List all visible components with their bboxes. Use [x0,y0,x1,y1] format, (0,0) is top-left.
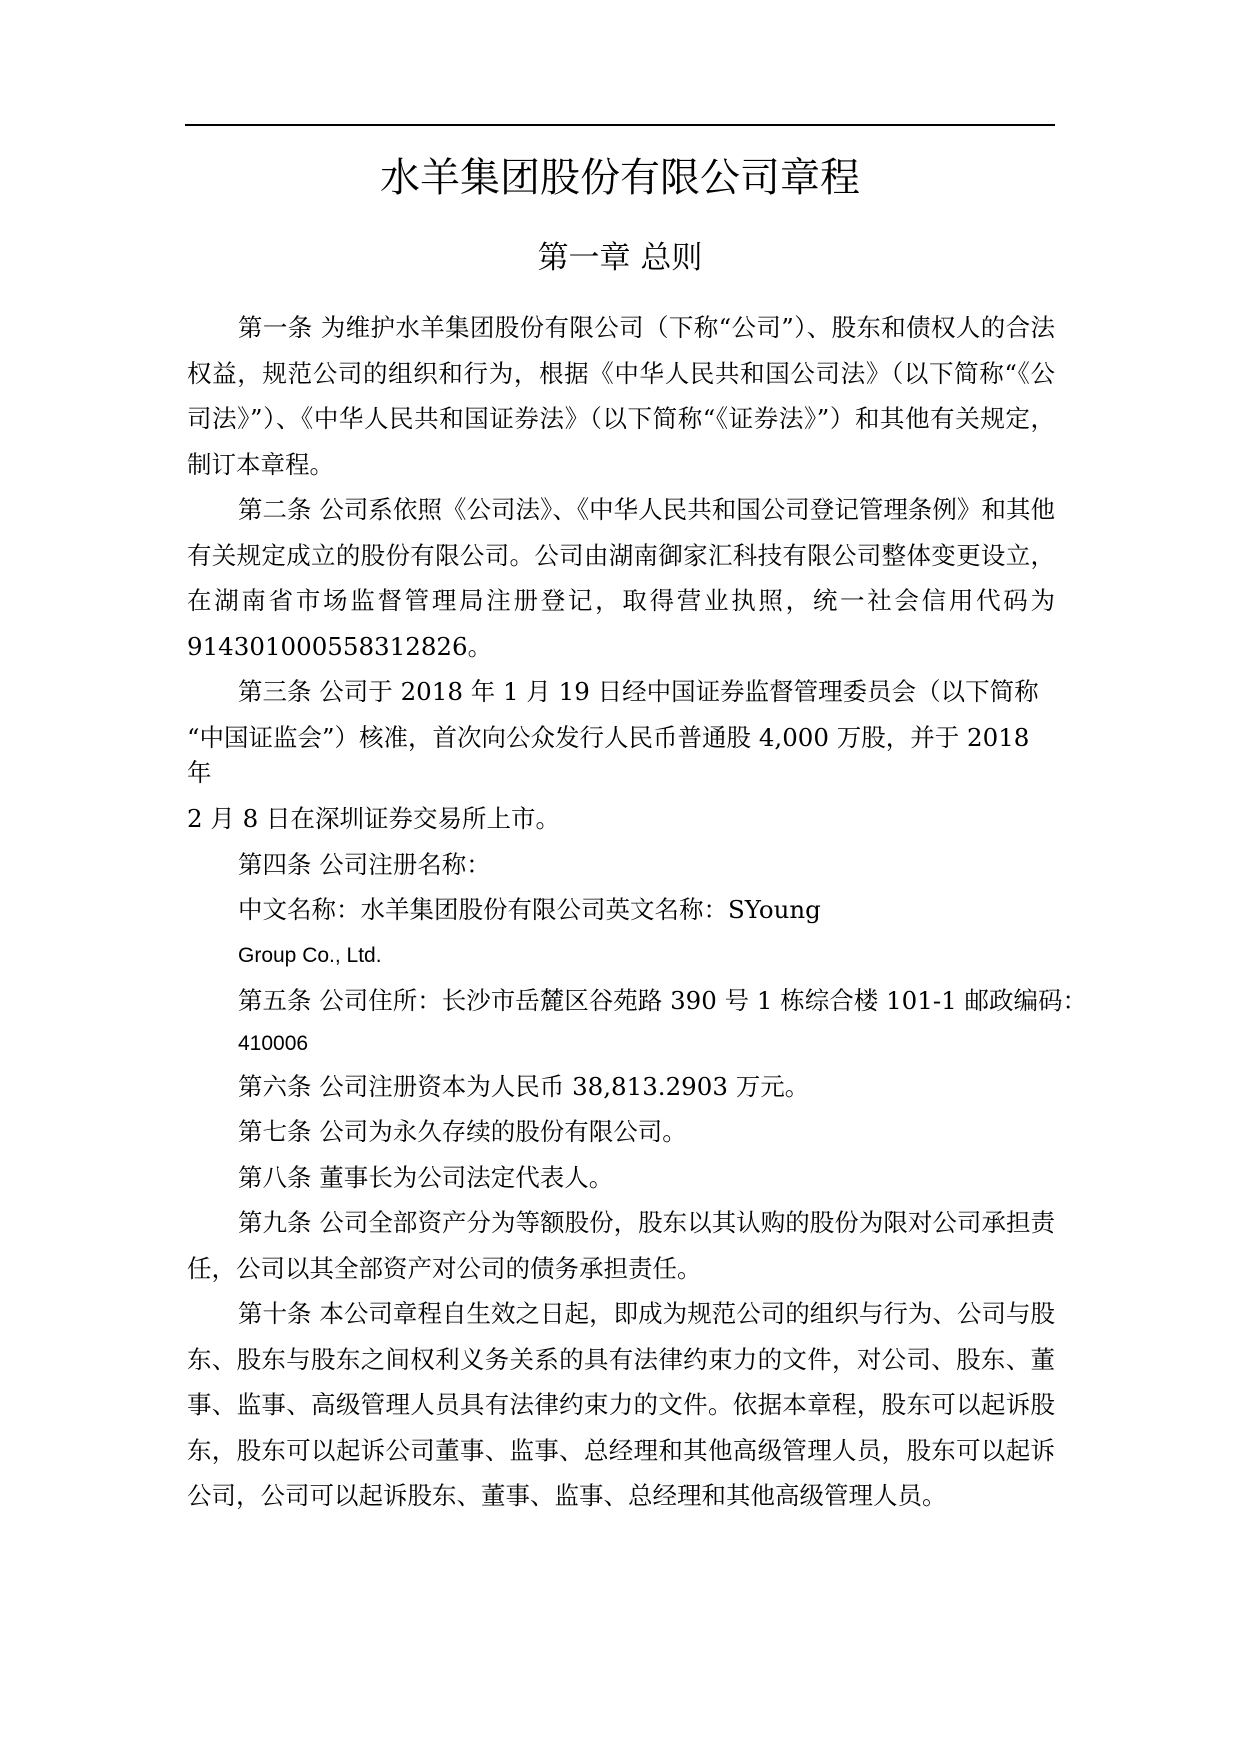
article-4-chinese-name: 中文名称：水羊集团股份有限公司英文名称：SYoung [238,895,821,924]
article-4: 第四条 公司注册名称： [238,849,491,879]
article-10: 第十条 本公司章程自生效之日起，即成为规范公司的组织与行为、公司与股东、股东与股东之间权利义务关系的具有法律约束力的文件，对公司、股东、董事、监事、高级管理人员具有法律约束力的文件。依据本章程，股东可以起诉股东，股东可以起诉公司董事、监事、总经理和其他高级管理人员，股东可以起诉公司，公司可以起诉股东、董事、监事、总经理和其他高级管理人员。 [187,1299,1055,1510]
article-5-line-1: 第五条 公司住所：长沙市岳麓区谷苑路 390 号 1 栋综合楼 101-1 邮政编码： [238,986,1087,1015]
article-3-line-2: “中国证监会”）核准，首次向公众发行人民币普通股 4,000 万股，并于 2018 [187,722,1030,752]
article-5-postcode: 410006 [238,1031,309,1055]
article-3-line-4: 2 月 8 日在深圳证券交易所上市。 [187,804,561,833]
chapter-heading: 第一章 总则 [537,240,703,276]
article-3-line-3: 年 [187,758,212,787]
article-7: 第七条 公司为永久存续的股份有限公司。 [238,1117,687,1146]
article-2: 第二条 公司系依照《公司法》、《中华人民共和国公司登记管理条例》和其他有关规定成立的股份有限公司。公司由湖南御家汇科技有限公司整体变更设立，在湖南省市场监督管理局注册登记，取得营业执照，统一社会信用代码为914301000558312826。 [187,495,1055,661]
article-9: 第九条 公司全部资产分为等额股份，股东以其认购的股份为限对公司承担责任，公司以其全部资产对公司的债务承担责任。 [187,1208,1055,1283]
article-3-line-1: 第三条 公司于 2018 年 1 月 19 日经中国证券监督管理委员会（以下简称 [238,677,1039,706]
article-8: 第八条 董事长为公司法定代表人。 [238,1162,614,1192]
document-body [187,305,1087,1519]
header-rule [185,124,1055,126]
article-6: 第六条 公司注册资本为人民币 38,813.2903 万元。 [238,1071,810,1101]
article-1: 第一条 为维护水羊集团股份有限公司（下称“公司”）、股东和债权人的合法权益，规范公司的组织和行为，根据《中华人民共和国公司法》（以下简称“《公司法》”）、《中华人民共和国证券法》（以下简称“《证券法》”）和其他有关规定，制订本章程。 [187,313,1055,479]
article-4-english-name: Group Co., Ltd. [238,943,382,967]
document-title: 水羊集团股份有限公司章程 [380,155,860,201]
